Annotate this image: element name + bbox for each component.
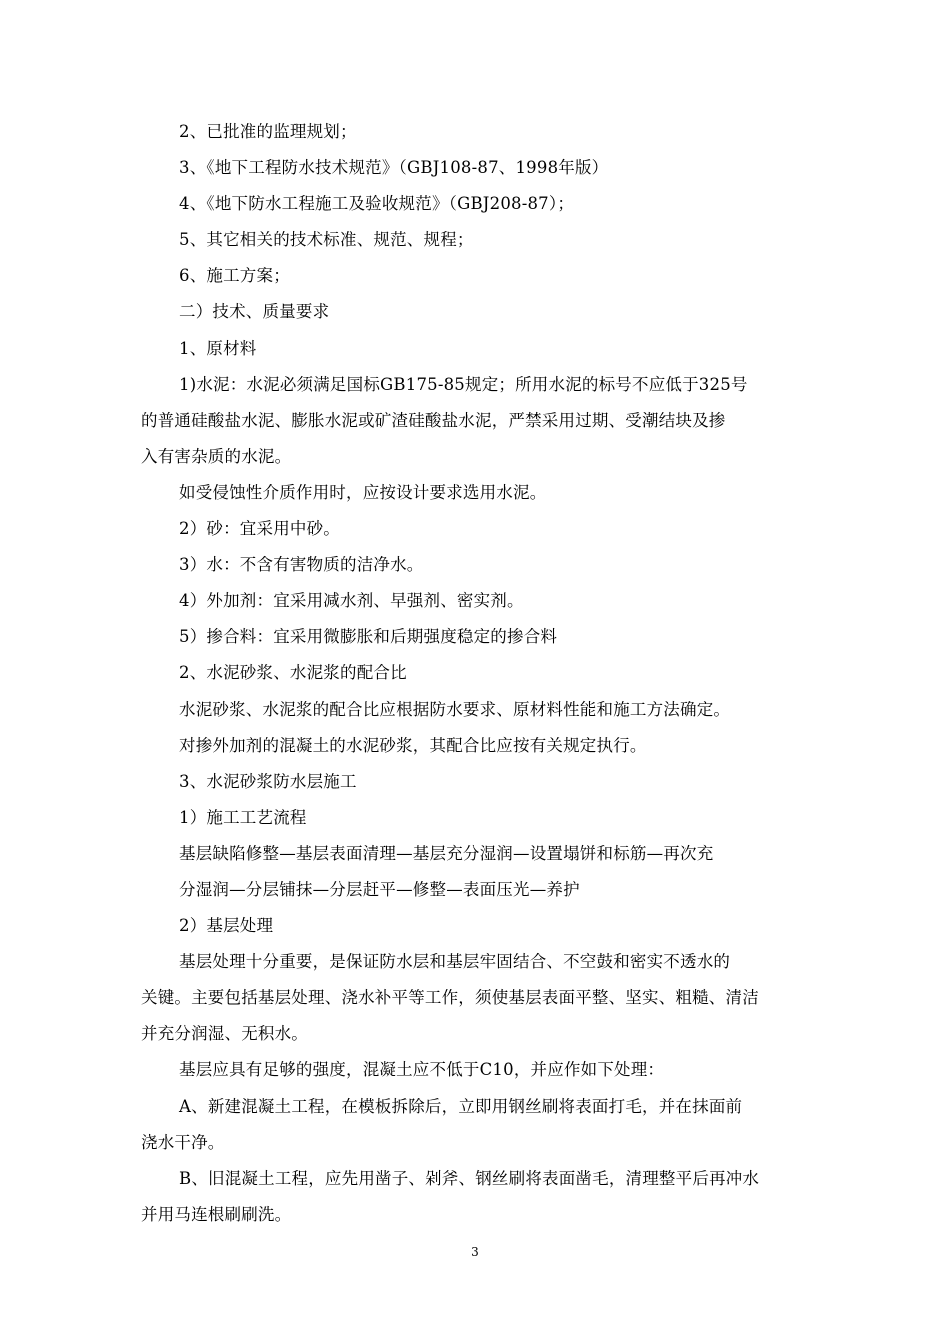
text-line: 2、水泥砂浆、水泥浆的配合比 xyxy=(179,663,407,683)
document-body xyxy=(141,114,811,1233)
text-line: 二）技术、质量要求 xyxy=(179,302,330,322)
text-line: 如受侵蚀性介质作用时，应按设计要求选用水泥。 xyxy=(179,482,547,502)
text-line: 关键。主要包括基层处理、浇水补平等工作，须使基层表面平整、坚实、粗糙、清洁 xyxy=(141,988,759,1008)
text-line: 基层应具有足够的强度，混凝土应不低于C10，并应作如下处理： xyxy=(179,1060,665,1080)
page-number: 3 xyxy=(471,1245,479,1259)
text-line: 5）掺合料：宜采用微膨胀和后期强度稳定的掺合料 xyxy=(179,627,558,647)
text-line: 5、其它相关的技术标准、规范、规程； xyxy=(179,230,474,250)
text-line: 1）施工工艺流程 xyxy=(179,807,307,827)
text-line: 4、《地下防水工程施工及验收规范》（GBJ208-87）； xyxy=(179,194,575,214)
text-line: 水泥砂浆、水泥浆的配合比应根据防水要求、原材料性能和施工方法确定。 xyxy=(179,699,731,719)
text-line: 4）外加剂：宜采用减水剂、早强剂、密实剂。 xyxy=(179,591,524,611)
text-line: 的普通硅酸盐水泥、膨胀水泥或矿渣硅酸盐水泥，严禁采用过期、受潮结块及掺 xyxy=(141,410,726,430)
text-line: 3）水：不含有害物质的洁净水。 xyxy=(179,555,424,575)
text-line: 1、原材料 xyxy=(179,338,257,358)
text-line: 并用马连根刷刷洗。 xyxy=(141,1204,292,1224)
text-line: 基层缺陷修整—基层表面清理—基层充分湿润—设置塌饼和标筋—再次充 xyxy=(179,843,714,863)
text-line: A、新建混凝土工程，在模板拆除后，立即用钢丝刷将表面打毛，并在抹面前 xyxy=(179,1096,743,1116)
text-line: 2）基层处理 xyxy=(179,916,274,936)
text-line: 浇水干净。 xyxy=(141,1132,225,1152)
text-line: 2）砂：宜采用中砂。 xyxy=(179,519,340,539)
text-line: 3、水泥砂浆防水层施工 xyxy=(179,771,357,791)
text-line: 并充分润湿、无积水。 xyxy=(141,1024,308,1044)
text-line: 入有害杂质的水泥。 xyxy=(141,446,292,466)
text-line: 2、已批准的监理规划； xyxy=(179,122,357,141)
text-line: 分湿润—分层铺抹—分层赶平—修整—表面压光—养护 xyxy=(179,879,580,899)
text-line: 3、《地下工程防水技术规范》（GBJ108-87、1998年版） xyxy=(179,158,609,178)
text-line: 对掺外加剂的混凝土的水泥砂浆，其配合比应按有关规定执行。 xyxy=(179,735,647,755)
text-line: 1)水泥：水泥必须满足国标GB175-85规定；所用水泥的标号不应低于325号 xyxy=(179,374,748,394)
text-line: 6、施工方案； xyxy=(179,266,290,286)
text-line: B、旧混凝土工程，应先用凿子、剁斧、钢丝刷将表面凿毛，清理整平后再冲水 xyxy=(179,1168,760,1188)
text-line: 基层处理十分重要，是保证防水层和基层牢固结合、不空鼓和密实不透水的 xyxy=(179,952,731,972)
